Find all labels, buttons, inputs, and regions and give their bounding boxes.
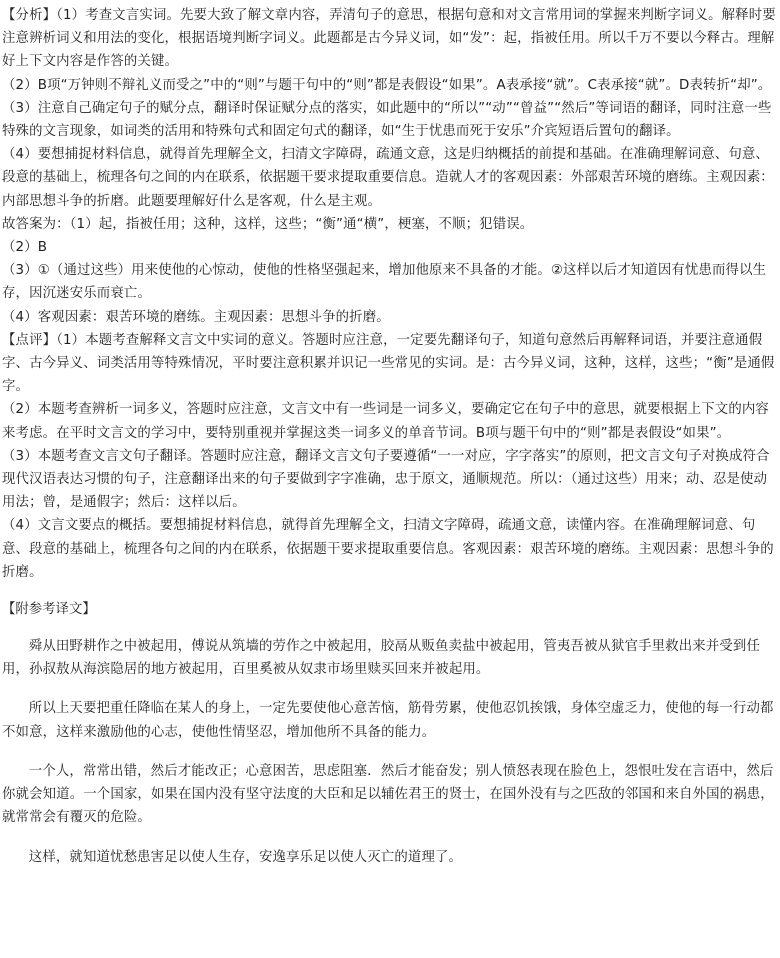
answer-paragraph: （2）B [2,240,48,256]
translation-body [2,635,778,869]
analysis-paragraph: （2）B项“万钟则不辩礼义而受之”中的“则”与题干句中的“则”都是表假设“如果”。A表承接“就”。C表承接“就”。D表转折“却”。 [2,77,772,93]
comment-section [2,329,778,584]
answer-paragraph: （4）客观因素：艰苦环境的磨练。主观因素：思想斗争的折磨。 [2,309,390,325]
translation-paragraph: 所以上天要把重任降临在某人的身上，一定先要使他心意苦恼，筋骨劳累，使他忍饥挨饿，身体空虚乏力，使他的每一行动都不如意，这样来激励他的心志，使他性情坚忍，增加他所不具备的能力。 [2,701,774,740]
section-gap [2,584,778,598]
comment-paragraph: 【点评】（1）本题考查解释文言文中实词的意义。答题时应注意，一定要先翻译句子，知道句意然后再解释词语，并要注意通假字、古今异义、词类活用等特殊情况，平时要注意积累并识记一些常见的实词。是：古今异义词，这种，这样，这些；“衡”是通假字。 [2,332,775,395]
analysis-paragraph: 【分析】（1）考查文言实词。先要大致了解文章内容，弄清句子的意思，根据句意和对文言常用词的掌握来判断字词义。解释时要注意辨析词义和用法的变化，根据语境判断字词义。此题都是古今异义词，如“发”：起，指被任用。所以千万不要以今释古。理解好上下文内容是作答的关键。 [2,8,776,70]
comment-paragraph: （2）本题考查辨析一词多义，答题时应注意，文言文中有一些词是一词多义，要确定它在句子中的意思，就要根据上下文的内容来考虑。在平时文言文的学习中，要特别重视并掌握这类一词多义的单音节词。B项与题干句中的“则”都是表假设“如果”。 [2,402,769,441]
translation-paragraph: 一个人，常常出错，然后才能改正；心意困苦，思虑阻塞．然后才能奋发；别人愤怒表现在脸色上，怨恨吐发在言语中，然后你就会知道。一个国家，如果在国内没有坚守法度的大臣和足以辅佐君王的贤士，在国外没有与之匹敌的邻国和来自外国的祸患，就常常会有覆灭的危险。 [2,763,774,826]
answer-paragraph: 故答案为：（1）起，指被任用；这种，这样，这些；“衡”通“横”，梗塞，不顺；犯错误。 [2,216,534,232]
comment-paragraph: （4）文言文要点的概括。要想捕捉材料信息，就得首先理解全文，扫清文字障碍，疏通文意，读懂内容。在准确理解词意、句意、段意的基础上，梳理各句之间的内在联系，依据题干要求提取重要信息。客观因素：艰苦环境的磨练。主观因素：思想斗争的折磨。 [2,518,774,580]
analysis-paragraph: （3）注意自己确定句子的赋分点，翻译时保证赋分点的落实，如此题中的“所以”“动”“曾益”“然后”等词语的翻译，同时注意一些特殊的文言现象，如词类的活用和特殊句式和固定句式的翻译，如“生于忧患而死于安乐”介宾短语后置句的翻译。 [2,100,772,140]
answer-paragraph: （3）①（通过这些）用来使他的心惊动，使他的性格坚强起来，增加他原来不具备的才能。②这样以后才知道因有忧患而得以生存，因沉迷安乐而衰亡。 [2,263,767,302]
analysis-paragraph: （4）要想捕捉材料信息，就得首先理解全文，扫清文字障碍，疏通文意，这是归纳概括的前提和基础。在准确理解词意、句意、段意的基础上，梳理各句之间的内在联系，依据题干要求提取重要信息。造就人才的客观因素：外部艰苦环境的磨练。主观因素：内部思想斗争的折磨。此题要理解好什么是客观，什么是主观。 [2,147,774,209]
analysis-section [2,4,778,329]
translation-paragraph: 舜从田野耕作之中被起用，傅说从筑墙的劳作之中被起用，胶鬲从贩鱼卖盐中被起用，管夷吾被从狱官手里救出来并受到任用，孙叔敖从海滨隐居的地方被起用，百里奚被从奴隶市场里赎买回来并被起用。 [2,639,760,678]
comment-paragraph: （3）本题考查文言文句子翻译。答题时应注意，翻译文言文句子要遵循“一一对应，字字落实”的原则，把文言文句子对换成符合现代汉语表达习惯的句子，注意翻译出来的句子要做到字字准确，忠于原文，通顺规范。所以：（通过这些）用来；动、忍是使动用法；曾，是通假字；然后：这样以后。 [2,448,770,511]
reference-title: 【附参考译文】 [2,602,96,618]
reference-translation-section [2,598,778,869]
translation-paragraph: 这样，就知道忧愁患害足以使人生存，安逸享乐足以使人灭亡的道理了。 [28,849,463,865]
